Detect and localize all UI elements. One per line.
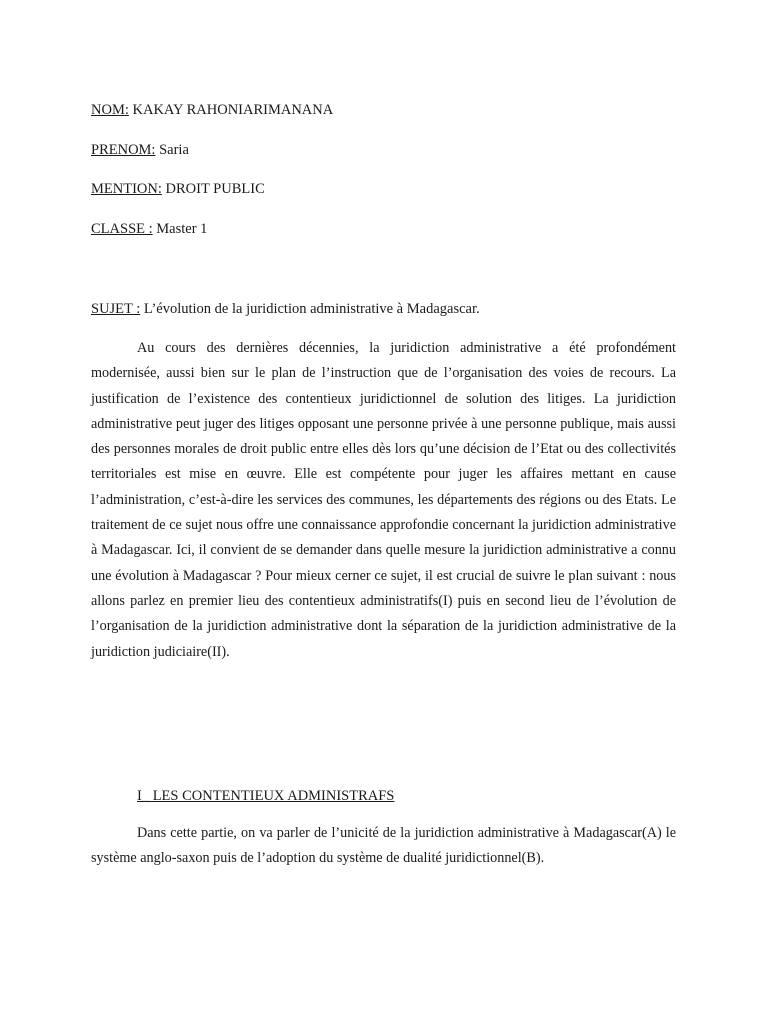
subject-value: L’évolution de la juridiction administrative à Madagascar. — [143, 301, 480, 317]
mention-label: MENTION: — [91, 181, 162, 197]
section-1-paragraph: Dans cette partie, on va parler de l’unicité de la juridiction administrative à Madagascar(A) le système anglo-saxon puis de l’adoption du système de dualité juridictionnel(B). — [91, 825, 676, 867]
mention-field — [91, 180, 265, 198]
section-1-heading: I_ LES CONTENTIEUX ADMINISTRAFS — [137, 788, 395, 804]
intro-paragraph: Au cours des dernières décennies, la juridiction administrative a été profondément modernisée, aussi bien sur le plan de l’instruction que de l’organisation des voies de recours. La justification de l’existence des contentieux juridictionnel de solution des litiges. La juridiction administrative peut juger des litiges opposant une personne privée à une personne publique, mais aussi des personnes morales de droit public entre elles dès lors qu’une décision de l’Etat ou des collectivités territoriales est mise en œuvre. Elle est compétente pour juger les affaires mettant en cause l’administration, c’est-à-dire les services des communes, les départements des régions ou des Etats. Le traitement de ce sujet nous offre une connaissance approfondie concernant la juridiction administrative à Madagascar. Ici, il convient de se demander dans quelle mesure la juridiction administrative a connu une évolution à Madagascar ? Pour mieux cerner ce sujet, il est crucial de suivre le plan suivant : nous allons parlez en premier lieu des contentieux administratifs(I) puis en second lieu de l’évolution de l’organisation de la juridiction administrative dont la séparation de la juridiction administrative de la juridiction judiciaire(II). — [91, 340, 676, 660]
classe-field — [91, 220, 207, 238]
nom-value: KAKAY RAHONIARIMANANA — [132, 102, 334, 118]
subject-field — [91, 300, 480, 318]
prenom-value: Saria — [159, 142, 189, 158]
nom-field — [91, 101, 333, 119]
classe-value: Master 1 — [156, 221, 208, 237]
prenom-label: PRENOM: — [91, 142, 156, 158]
mention-value: DROIT PUBLIC — [165, 181, 265, 197]
classe-label: CLASSE : — [91, 221, 153, 237]
subject-label: SUJET : — [91, 301, 141, 317]
prenom-field — [91, 141, 189, 159]
nom-label: NOM: — [91, 102, 129, 118]
